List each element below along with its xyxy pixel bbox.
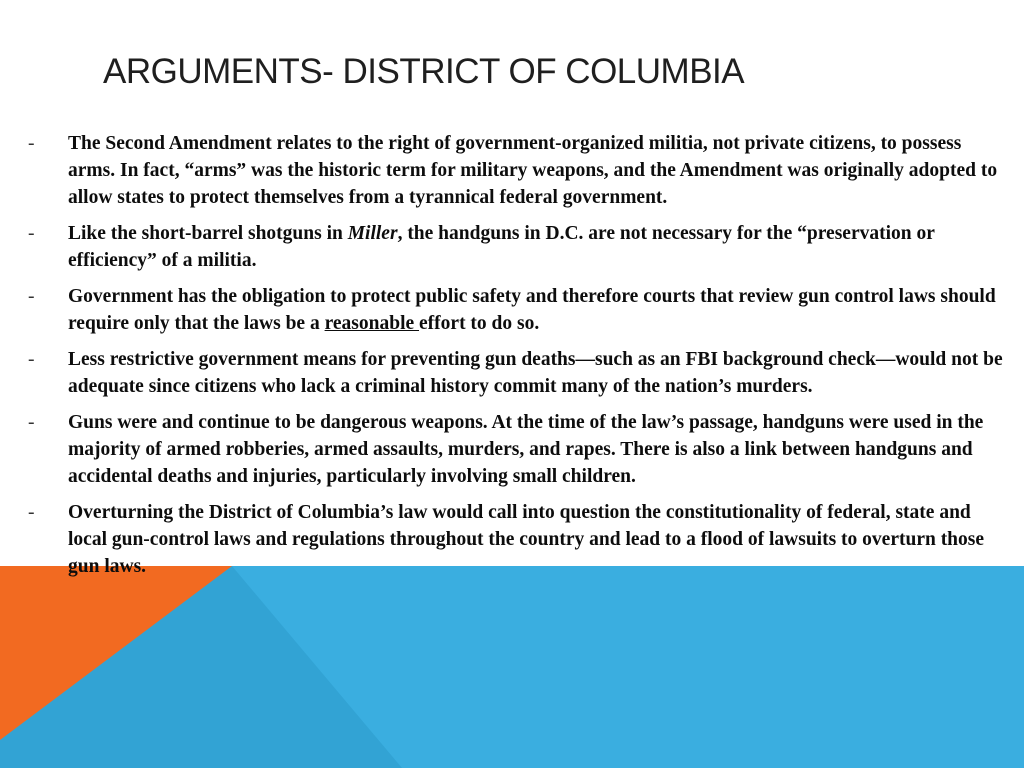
bullet-item-militia <box>28 130 1003 211</box>
bullet-text-before: Government has the obligation to protect public safety and therefore courts that review gun control laws should require only that the laws be a <box>68 286 996 334</box>
bullet-marker: - <box>28 133 35 154</box>
underlined-word-reasonable: reasonable <box>324 313 420 334</box>
bullet-item-overturning <box>28 499 1003 580</box>
slide-title: ARGUMENTS- DISTRICT OF COLUMBIA <box>103 52 745 91</box>
bullet-marker: - <box>28 349 35 370</box>
bullet-text-after: , the handguns in D.C. are not necessary for the “preservation or efficiency” of a militia. <box>68 223 935 271</box>
bullet-marker: - <box>28 286 35 307</box>
case-name-miller: Miller <box>347 223 398 244</box>
bullet-item-dangerous-weapons <box>28 409 1003 490</box>
bullet-text: The Second Amendment relates to the right of government-organized militia, not private citizens, to possess arms. In fact, “arms” was the historic term for military weapons, and the Amendment was originally adopted to allow states to protect themselves from a tyrannical federal government. <box>68 133 998 208</box>
bullet-item-background-check <box>28 346 1003 400</box>
bullet-text-after: effort to do so. <box>419 313 540 334</box>
bullet-marker: - <box>28 412 35 433</box>
bullet-text: Guns were and continue to be dangerous weapons. At the time of the law’s passage, handguns were used in the majority of armed robberies, armed assaults, murders, and rapes. There is also a link between handguns and accidental deaths and injuries, particularly involving small children. <box>68 412 984 487</box>
bullet-marker: - <box>28 223 35 244</box>
bullet-item-public-safety <box>28 283 1003 337</box>
bullet-text-before: Like the short-barrel shotguns in <box>68 223 348 244</box>
bullet-list <box>28 130 1003 589</box>
bullet-text: Less restrictive government means for preventing gun deaths—such as an FBI background check—would not be adequate since citizens who lack a criminal history commit many of the nation’s murders. <box>68 349 1003 397</box>
bullet-item-miller <box>28 220 1003 274</box>
bullet-marker: - <box>28 502 35 523</box>
bullet-text: Overturning the District of Columbia’s law would call into question the constitutionality of federal, state and local gun-control laws and regulations throughout the country and lead to a flood of lawsuits to overturn those gun laws. <box>68 502 985 577</box>
